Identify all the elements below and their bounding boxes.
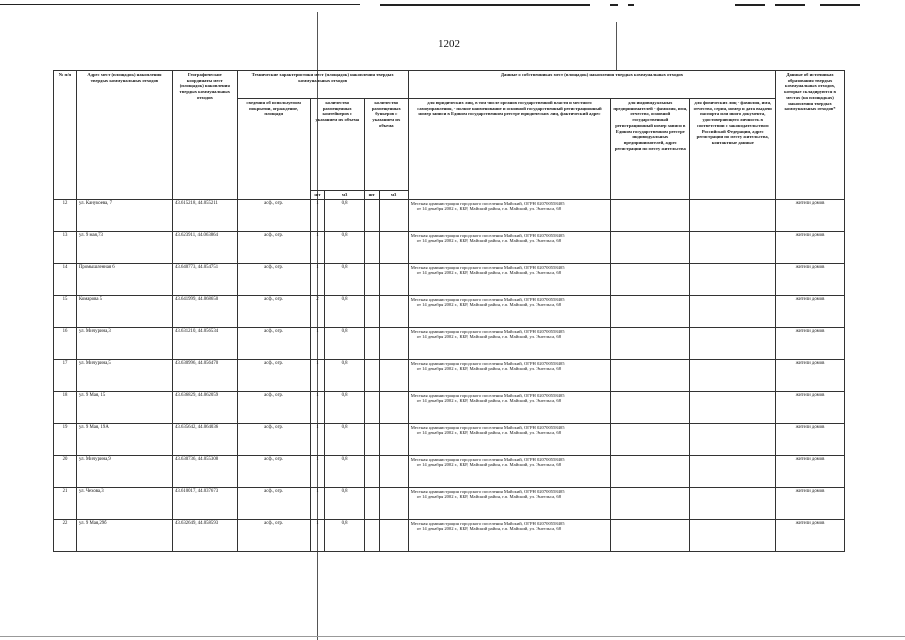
scan-artifact-top-line [628,4,634,6]
phys-owner-cell [690,359,776,391]
container-count-cell: 1 [310,519,325,551]
geo-cell: 43.640773, 44.054751 [172,263,237,295]
source-cell: жители домов [776,263,845,295]
phys-owner-cell [690,455,776,487]
surface-cell: асф., огр. [237,391,310,423]
source-cell: жители домов [776,295,845,327]
owner-registration-date: от 14 декабря 2002 г., КБР, Майский район, г.п. Майский, ул. Энгельса, 68 [416,430,561,436]
ip-owner-cell [611,295,690,327]
scan-artifact-top-line [380,4,590,6]
row-number: 20 [54,455,77,487]
row-number: 19 [54,423,77,455]
surface-cell: асф., огр. [237,295,310,327]
legal-owner-cell [408,359,610,391]
geo-cell: 43.631210, 44.056534 [172,327,237,359]
geo-cell: 43.630736, 44.055308 [172,455,237,487]
ip-owner-cell [611,391,690,423]
container-volume-cell: 0,8 [325,231,365,263]
table-row [54,519,845,551]
bunker-count-cell [364,423,379,455]
address-cell: Промышленная 6 [76,263,172,295]
bunker-count-cell [364,487,379,519]
row-number: 21 [54,487,77,519]
container-volume-cell: 0,8 [325,359,365,391]
container-volume-cell: 0,8 [325,199,365,231]
phys-owner-cell [690,263,776,295]
scan-artifact-top-line [775,4,805,6]
source-cell: жители домов [776,487,845,519]
header-geo: Географические координаты мест (площадок) накопления твердых коммунальных отходов [172,71,237,200]
bunker-volume-cell [379,295,408,327]
ip-owner-cell [611,487,690,519]
container-count-cell: 2 [310,295,325,327]
source-cell: жители домов [776,519,845,551]
bunker-count-cell [364,455,379,487]
address-cell: ул. 9 Мая, 19А [76,423,172,455]
table-row [54,295,845,327]
bunker-volume-cell [379,519,408,551]
owner-registration-date: от 14 декабря 2002 г., КБР, Майский район, г.п. Майский, ул. Энгельса, 68 [416,206,561,212]
address-cell: ул. 9 Мая, 15 [76,391,172,423]
bunker-count-cell [364,199,379,231]
owner-registration-date: от 14 декабря 2002 г., КБР, Майский район, г.п. Майский, ул. Энгельса, 68 [416,302,561,308]
row-number: 15 [54,295,77,327]
header-phys: для физических лиц - фамилия, имя, отчество, серия, номер и дата выдачи паспорта или иного документа, удостоверяющего личность в соответствии с законодательством Российской Федерации, адрес регистрации по месту жительства, контактные данные [690,99,776,200]
waste-sites-table [53,70,845,552]
address-cell: ул. Мичурина,3 [76,327,172,359]
bunker-volume-cell [379,327,408,359]
table-row [54,263,845,295]
bunker-volume-cell [379,199,408,231]
owner-name: Местная администрация городского поселения Майский, ОГРН 020700558405 [410,200,565,206]
owner-name: Местная администрация городского поселения Майский, ОГРН 020700558405 [410,392,565,398]
container-count-cell: 1 [310,359,325,391]
surface-cell: асф., огр. [237,199,310,231]
source-cell: жители домов [776,327,845,359]
unit-m3: м3 [379,191,408,200]
table-row [54,455,845,487]
phys-owner-cell [690,199,776,231]
container-count-cell: 1 [310,487,325,519]
bunker-count-cell [364,327,379,359]
bunker-count-cell [364,263,379,295]
bunker-count-cell [364,391,379,423]
ip-owner-cell [611,519,690,551]
surface-cell: асф., огр. [237,487,310,519]
container-count-cell: 1 [310,263,325,295]
header-owner-group: Данные о собственниках мест (площадок) накопления твердых коммунальных отходов [408,71,775,99]
owner-registration-date: от 14 декабря 2002 г., КБР, Майский район, г.п. Майский, ул. Энгельса, 68 [416,398,561,404]
ip-owner-cell [611,327,690,359]
container-volume-cell: 0,8 [325,263,365,295]
bunker-volume-cell [379,231,408,263]
container-volume-cell: 0,8 [325,423,365,455]
owner-name: Местная администрация городского поселения Майский, ОГРН 020700558405 [410,328,565,334]
page-number: 1202 [438,38,460,50]
owner-registration-date: от 14 декабря 2002 г., КБР, Майский район, г.п. Майский, ул. Энгельса, 68 [416,526,561,532]
container-count-cell: 1 [310,327,325,359]
table-row [54,359,845,391]
table-row [54,231,845,263]
legal-owner-cell [408,199,610,231]
owner-registration-date: от 14 декабря 2002 г., КБР, Майский район, г.п. Майский, ул. Энгельса, 68 [416,366,561,372]
owner-name: Местная администрация городского поселения Майский, ОГРН 020700558405 [410,232,565,238]
header-bunkers: количество размещенных бункеров с указанием их объема [364,99,408,191]
source-cell: жители домов [776,455,845,487]
legal-owner-cell [408,295,610,327]
header-ip: для индивидуальных предпринимателей - фамилия, имя, отчество, основной государственный регистрационный номер записи в Едином государственном реестре индивидуальных предпринимателей, адрес регистрации по месту жительства [611,99,690,200]
table-row [54,199,845,231]
address-cell: ул. Мичурина,5 [76,359,172,391]
surface-cell: асф., огр. [237,519,310,551]
row-number: 14 [54,263,77,295]
row-number: 12 [54,199,77,231]
source-cell: жители домов [776,231,845,263]
scan-artifact-top-line [0,4,360,5]
bunker-count-cell [364,231,379,263]
legal-owner-cell [408,455,610,487]
surface-cell: асф., огр. [237,263,310,295]
table-row [54,423,845,455]
ip-owner-cell [611,199,690,231]
bunker-count-cell [364,519,379,551]
container-count-cell: 1 [310,199,325,231]
container-volume-cell: 0,8 [325,519,365,551]
owner-registration-date: от 14 декабря 2002 г., КБР, Майский район, г.п. Майский, ул. Энгельса, 68 [416,462,561,468]
header-tech-group: Технические характеристики мест (площадок) накопления твердых коммунальных отходов [237,71,408,99]
surface-cell: асф., огр. [237,455,310,487]
owner-registration-date: от 14 декабря 2002 г., КБР, Майский район, г.п. Майский, ул. Энгельса, 68 [416,238,561,244]
header-address: Адрес мест (площадок) накопления твердых коммунальных отходов [76,71,172,200]
owner-name: Местная администрация городского поселения Майский, ОГРН 020700558405 [410,456,565,462]
container-count-cell: 1 [310,455,325,487]
container-volume-cell: 0,8 [325,295,365,327]
legal-owner-cell [408,423,610,455]
ip-owner-cell [611,359,690,391]
bunker-count-cell [364,359,379,391]
header-containers: количество размещенных контейнеров с указанием их объема [310,99,364,191]
legal-owner-cell [408,231,610,263]
table-row [54,391,845,423]
legal-owner-cell [408,391,610,423]
row-number: 13 [54,231,77,263]
legal-owner-cell [408,327,610,359]
bunker-volume-cell [379,455,408,487]
owner-name: Местная администрация городского поселения Майский, ОГРН 020700558405 [410,424,565,430]
ip-owner-cell [611,231,690,263]
scan-artifact-bottom-line [0,636,905,637]
geo-cell: 43.632649, 44.058593 [172,519,237,551]
surface-cell: асф., огр. [237,423,310,455]
unit-sht: шт [310,191,325,200]
row-number: 17 [54,359,77,391]
bunker-volume-cell [379,423,408,455]
header-sources: Данные об источниках образования твердых коммунальных отходов, которые складируются в местах (на площадках) накопления твердых коммунальных отходов* [776,71,845,200]
phys-owner-cell [690,231,776,263]
surface-cell: асф., огр. [237,359,310,391]
header-num: № п/п [54,71,77,200]
unit-sht: шт [364,191,379,200]
phys-owner-cell [690,391,776,423]
legal-owner-cell [408,263,610,295]
row-number: 22 [54,519,77,551]
owner-name: Местная администрация городского поселения Майский, ОГРН 020700558405 [410,360,565,366]
owner-name: Местная администрация городского поселения Майский, ОГРН 020700558405 [410,488,565,494]
address-cell: ул. Чехова,3 [76,487,172,519]
container-volume-cell: 0,8 [325,487,365,519]
container-count-cell: 1 [310,391,325,423]
table-row [54,487,845,519]
header-surface: сведения об используемом покрытии, ограждение, площади [237,99,310,200]
bunker-volume-cell [379,359,408,391]
ip-owner-cell [611,263,690,295]
phys-owner-cell [690,327,776,359]
address-cell: ул. Мичурина,9 [76,455,172,487]
bunker-volume-cell [379,391,408,423]
legal-owner-cell [408,487,610,519]
ip-owner-cell [611,455,690,487]
owner-name: Местная администрация городского поселения Майский, ОГРН 020700558405 [410,264,565,270]
phys-owner-cell [690,423,776,455]
phys-owner-cell [690,487,776,519]
container-volume-cell: 0,8 [325,455,365,487]
geo-cell: 43.615218, 44.055211 [172,199,237,231]
scan-artifact-top-line [735,4,765,6]
row-number: 16 [54,327,77,359]
unit-m3: м3 [325,191,365,200]
container-volume-cell: 0,8 [325,327,365,359]
header-legal: для юридических лиц, в том числе органов государственной власти и местного самоуправления, - полное наименование и основной государственный регистрационный номер записи в Едином государственном реестре юридических лиц, фактический адрес [408,99,610,200]
table-row [54,327,845,359]
address-cell: ул. 9 Мая,29б [76,519,172,551]
bunker-volume-cell [379,263,408,295]
geo-cell: 43.630996, 44.056470 [172,359,237,391]
source-cell: жители домов [776,423,845,455]
owner-name: Местная администрация городского поселения Майский, ОГРН 020700558405 [410,520,565,526]
bunker-volume-cell [379,487,408,519]
source-cell: жители домов [776,199,845,231]
source-cell: жители домов [776,359,845,391]
ip-owner-cell [611,423,690,455]
scan-artifact-top-line [820,4,860,6]
geo-cell: 43.636829, 44.062059 [172,391,237,423]
row-number: 18 [54,391,77,423]
geo-cell: 43.641999, 44.068650 [172,295,237,327]
owner-name: Местная администрация городского поселения Майский, ОГРН 020700558405 [410,296,565,302]
phys-owner-cell [690,295,776,327]
geo-cell: 43.610017, 44.037673 [172,487,237,519]
scan-artifact-top-line [610,4,618,6]
owner-registration-date: от 14 декабря 2002 г., КБР, Майский район, г.п. Майский, ул. Энгельса, 68 [416,270,561,276]
legal-owner-cell [408,519,610,551]
surface-cell: асф., огр. [237,327,310,359]
address-cell: ул. 9 мая,73 [76,231,172,263]
scan-fold-line [616,22,617,70]
surface-cell: асф., огр. [237,231,310,263]
geo-cell: 43.635642, 44.064036 [172,423,237,455]
phys-owner-cell [690,519,776,551]
container-count-cell: 1 [310,423,325,455]
address-cell: ул. Канукоева, 7 [76,199,172,231]
address-cell: Комарова 5 [76,295,172,327]
bunker-count-cell [364,295,379,327]
source-cell: жители домов [776,391,845,423]
owner-registration-date: от 14 декабря 2002 г., КБР, Майский район, г.п. Майский, ул. Энгельса, 68 [416,494,561,500]
container-volume-cell: 0,8 [325,391,365,423]
geo-cell: 43.623911, 44.063864 [172,231,237,263]
owner-registration-date: от 14 декабря 2002 г., КБР, Майский район, г.п. Майский, ул. Энгельса, 68 [416,334,561,340]
container-count-cell: 1 [310,231,325,263]
